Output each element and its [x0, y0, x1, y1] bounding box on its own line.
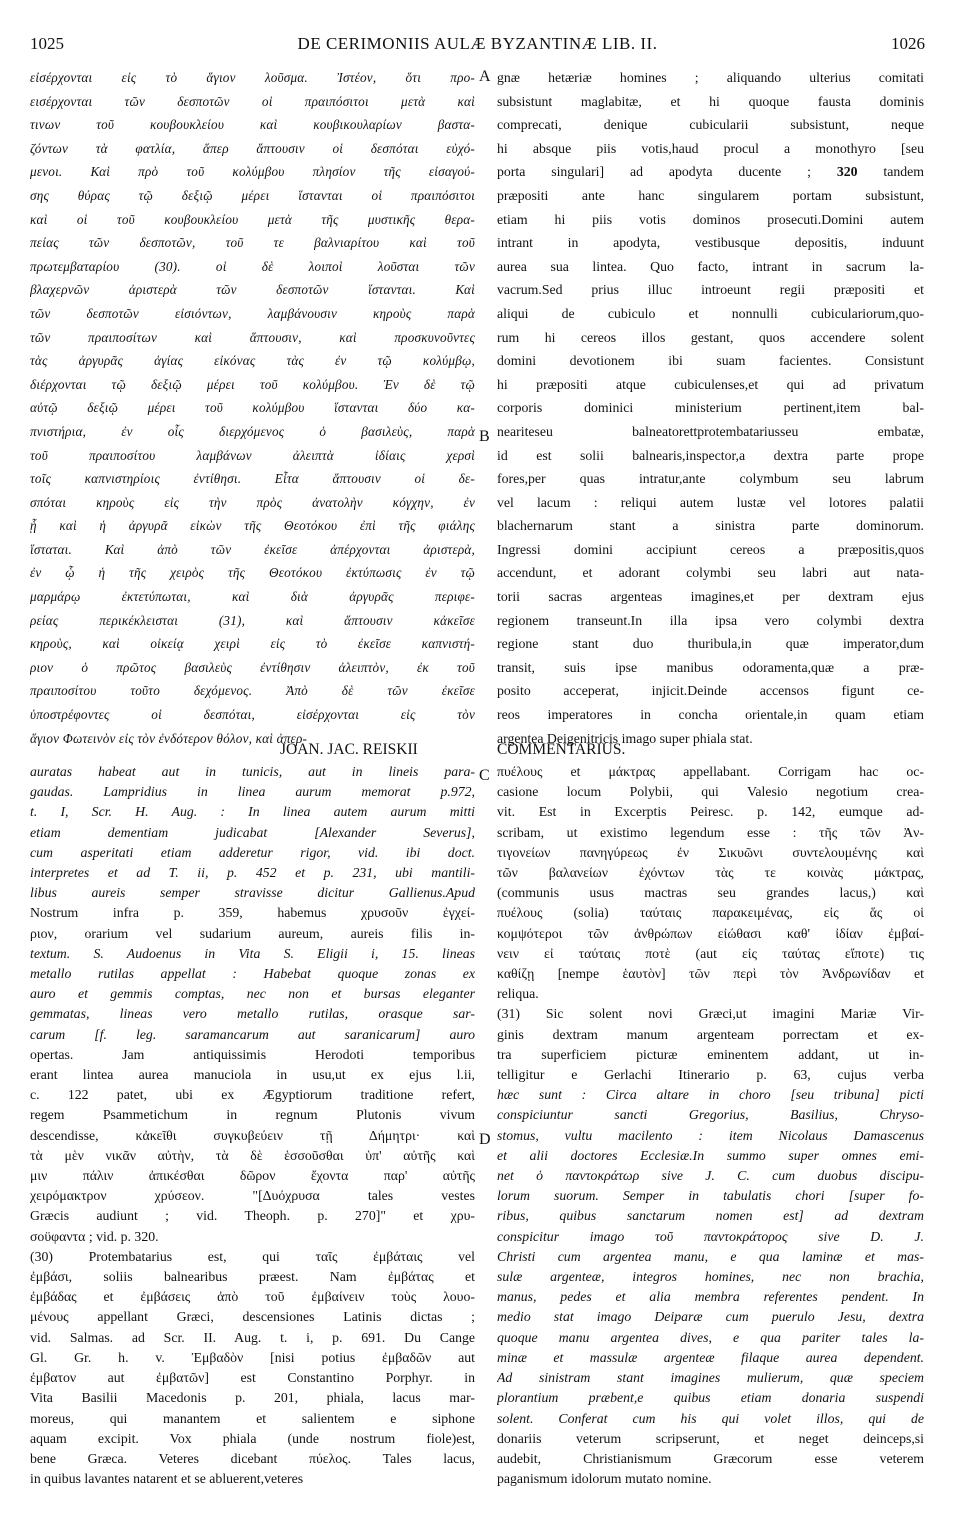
latin-text-line: intrant in apodyta, vestibusque depositis, induunt: [497, 235, 924, 251]
commentary-line: etiam dementiam judicabat [Alexander Severus],: [30, 824, 475, 840]
greek-text-line: πραιποσίτου τοῦτο δεχόμενος. Ἀπὸ δὲ τῶν ἐκεῖσε: [30, 683, 475, 699]
latin-text-line: transit, suis ipse manibus odoramenta,quæ a præ-: [497, 659, 924, 675]
commentary-line: bene Græca. Veteres dicebant πύελος. Tales lacus,: [30, 1450, 475, 1466]
latin-text-line: corporis dominici ministerium pertinent,item bal-: [497, 400, 924, 416]
latin-text-line: aurea sua lintea. Quo facto, intrant in sacrum la-: [497, 258, 924, 274]
commentary-line: gaudas. Lampridius in linea aurum memorat p.972,: [30, 784, 475, 800]
running-header: [30, 34, 925, 60]
commentary-heading: [270, 741, 925, 763]
commentary-line: Ad sinistram stant imagines mulierum, quæ speciem: [497, 1370, 924, 1386]
greek-text-line: καὶ οἱ τοῦ κουβουκλείου μετὰ τῆς μυστικῆς θερα-: [30, 211, 475, 227]
latin-text-line: præpositi ante hanc singularem portam subsistunt,: [497, 187, 924, 203]
commentary-line: cum asperitati etiam adderetur rigor, vid. ibi doct.: [30, 844, 475, 860]
commentary-line: audebit, Christianismum Græcorum esse veterem: [497, 1450, 924, 1466]
commentary-line: κομψότεροι τῶν ἀνθρώπων εἰώθασι καθ' ἰδίαν ἐμβαί-: [497, 925, 924, 941]
commentary-line: textum. S. Audoenus in Vita S. Eligii i, 15. lineas: [30, 945, 475, 961]
commentary-line: μιν πάλιν ἀπικέσθαι δῶρον ἔχοντα παρ' αὐτῆς: [30, 1168, 475, 1184]
commentary-line: καθίζῃ [nempe ἑαυτὸν] τῶν περὶ τὸν Ἀνδρωνίδαν et: [497, 966, 924, 982]
commentary-line: conspicitur imago τοῦ παντοκράτορος sive D. J.: [497, 1228, 924, 1244]
commentary-line: moreus, qui manantem et salientem e siphone: [30, 1410, 475, 1426]
greek-text-line: τινων τοῦ κουβουκλείου καὶ κουβικουλαρίων βαστα-: [30, 117, 475, 133]
margin-letter-b: B: [479, 428, 490, 445]
commentary-line: χειρόμακτρον χρύσεον. "[Δυόχρυσα tales vestes: [30, 1188, 475, 1204]
commentary-line: tra superficiem picturæ eminentem addant, ut in-: [497, 1046, 924, 1062]
latin-text-line: porta singulari] ad apodyta ducente ; 320 tandem: [497, 164, 924, 180]
commentary-notes-right: [497, 762, 924, 1489]
latin-text-line: subsistunt maglabitæ, et hi quoque fausta dominis: [497, 93, 924, 109]
commentary-line: πυέλους (solia) ταύταις παρακειμένας, εἰς ἅς οἱ: [497, 905, 924, 921]
commentary-line: libus aureis semper stravisse dicitur Gallienus.Apud: [30, 885, 475, 901]
commentary-line: minæ et massulæ argenteæ filaque aurea dependent.: [497, 1349, 924, 1365]
latin-text-line: gnæ hetæriæ homines ; aliquando ulterius comitati: [497, 70, 924, 85]
commentary-line: hæc sunt : Circa altare in choro [seu tribuna] picti: [497, 1087, 924, 1103]
commentary-line: medio stat imago Deiparæ cum puerulo Jesu, dextra: [497, 1309, 924, 1325]
greek-text-line: τῶν δεσποτῶν εἰσιόντων, λαμβάνουσιν κηροὺς παρὰ: [30, 305, 475, 321]
commentary-line: ριον, orarium vel sudarium aureum, aureis filis in-: [30, 925, 475, 941]
latin-text-line: hi absque piis votis,haud procul a monothyro [seu: [497, 140, 924, 156]
commentary-line: sulæ argenteæ, integros homines, nec non brachia,: [497, 1269, 924, 1285]
commentary-line: interpretes et ad T. ii, p. 452 et p. 231, ubi mantili-: [30, 865, 475, 881]
latin-text-line: argentea Deigenitricis imago super phiala stat.: [497, 730, 753, 746]
commentary-line: donariis veterum scripserunt, et neget deinceps,si: [497, 1430, 924, 1446]
greek-text-line: ἅγιον Φωτεινὸν εἰς τὸν ἐνδότερον θόλον, καὶ ἀπερ-: [30, 730, 308, 746]
commentary-line: quoque manu argentea dives, e qua pariter tales la-: [497, 1329, 924, 1345]
commentary-line: πυέλους et μάκτρας appellabant. Corrigam hac oc-: [497, 764, 924, 779]
greek-text-line: σπόται κηροὺς εἰς τὴν πρὸς ἀνατολὴν κόγχην, ἐν: [30, 494, 475, 510]
latin-text-line: hi præpositi atque cubiculenses,et qui ad privatum: [497, 376, 924, 392]
commentary-line: t. I, Scr. H. Aug. : In linea autem aurum mitti: [30, 804, 475, 820]
commentary-line: casione locum Polybii, qui Valesio negotium crea-: [497, 784, 924, 800]
latin-text-line: posito acceperat, injicit.Deinde accensos figunt ce-: [497, 683, 924, 699]
commentary-line: Gl. Gr. h. v. Ἐμβαδὸν [nisi potius ἐμβαδῶν aut: [30, 1349, 475, 1365]
latin-text-line: etiam hi piis votis dominos prosecuti.Domini autem: [497, 211, 924, 227]
margin-letter-a: A: [479, 68, 491, 85]
page-number-right: 1026: [891, 34, 925, 53]
greek-text-line: εἰσέρχονται εἰς τὸ ἅγιον λοῦσμα. Ἰστέον, ὅτι προ-: [30, 70, 475, 85]
commentary-line: ἐμβάδας et ἐμβάσεις ἀπὸ τοῦ ἐμβαίνειν τοὺς λουο-: [30, 1289, 475, 1305]
latin-translation-column: [497, 66, 924, 750]
commentary-line: ἐμβατον aut ἐμβατῶν] est Constantino Porphyr. in: [30, 1370, 475, 1386]
commentary-line: Græcis audiunt ; vid. Theoph. p. 270]" et χρυ-: [30, 1208, 475, 1224]
commentary-line: ginis dextram manum argenteam porrectam et ex-: [497, 1026, 924, 1042]
latin-text-line: vel lacum : reliqui autem lustæ vel lotores palatii: [497, 494, 924, 510]
latin-text-line: neariteseu balneatorettprotembatariusseu embatæ,: [497, 423, 924, 439]
commentary-line: σοϋφαντα ; vid. p. 320.: [30, 1228, 159, 1244]
commentary-heading-right: COMMENTARIUS.: [497, 741, 626, 758]
commentary-notes-left: [30, 762, 475, 1489]
commentary-line: τῶν βαλανείων ἐχόντων τὰς τε κοινὰς μάκτρας,: [497, 865, 924, 881]
greek-text-line: διέρχονται τῷ δεξιῷ μέρει τοῦ κολύμβου. Ἐν δὲ τῷ: [30, 376, 475, 392]
commentary-line: vid. Salmas. ad Scr. II. Aug. t. i, p. 691. Du Cange: [30, 1329, 475, 1345]
commentary-line: auratas habeat aut in tunicis, aut in lineis para-: [30, 764, 475, 779]
commentary-line: vit. Est in Excerptis Peiresc. p. 142, eumque ad-: [497, 804, 924, 820]
commentary-line: telligitur e Gerlachi Itinerario p. 63, cujus verba: [497, 1067, 924, 1083]
greek-text-line: ζόντων τὰ φατλία, ἅπερ ἅπτουσιν οἱ δεσπόται εὐχό-: [30, 140, 475, 156]
commentary-line: aquam excipit. Vox phiala (unde nostrum fiole)est,: [30, 1430, 475, 1446]
commentary-line: (31) Sic solent novi Græci,ut imagini Mariæ Vir-: [497, 1006, 924, 1022]
commentary-line: Christi cum argentea manu, e qua laminæ et mas-: [497, 1248, 924, 1264]
commentary-line: lorum suorum. Semper in tabulatis chori [super fo-: [497, 1188, 924, 1204]
commentary-line: plorantium præbent,e quibus etiam donaria suspendi: [497, 1390, 924, 1406]
latin-text-line: domini devotionem ibi suam facientes. Consistunt: [497, 353, 924, 369]
greek-text-line: ριον ὁ πρῶτος βασιλεὺς ἐντίθησιν ἀλειπτὸν, ἐκ τοῦ: [30, 659, 475, 675]
commentary-line: erant lintea aurea manuciola in usu,ut ex ejus l.ii,: [30, 1067, 475, 1083]
commentary-line: conspiciuntur sancti Gregorius, Basilius, Chryso-: [497, 1107, 924, 1123]
greek-text-line: τῶν πραιποσίτων καὶ ἅπτουσιν, καὶ προσκυνοῦντες: [30, 329, 475, 345]
commentary-line: carum [f. leg. saramancarum aut saranicarum] auro: [30, 1026, 475, 1042]
commentary-line: τὰ μὲν νικᾶν αὐτὴν, τὰ δὲ ἑσσοῦσθαι ὑπ' αὐτῆς καὶ: [30, 1147, 475, 1163]
latin-text-line: reos imperatores in concha orientale,in quam etiam: [497, 707, 924, 723]
commentary-line: descendisse, κἀκεῖθι συγκυβεύειν τῇ Δήμητρι· καὶ: [30, 1127, 475, 1143]
commentary-heading-left: JOAN. JAC. REISKII: [280, 741, 418, 758]
running-title: DE CERIMONIIS AULÆ BYZANTINÆ LIB. II.: [297, 34, 658, 53]
latin-text-line: blachernarum stant a sinistra parte dominorum.: [497, 518, 924, 534]
greek-text-line: κηροὺς, καὶ οἰκείᾳ χειρὶ εἰς τὸ ἐκεῖσε καπνιστή-: [30, 636, 475, 652]
latin-text-line: accendunt, et adorant colymbi seu labri aut nata-: [497, 565, 924, 581]
commentary-line: Vita Basilii Macedonis p. 201, phiala, lacus mar-: [30, 1390, 475, 1406]
commentary-line: opertas. Jam antiquissimis Herodoti temporibus: [30, 1046, 475, 1062]
greek-text-line: αὐτῷ δεξιῷ μέρει τοῦ κολύμβου ἵστανται δύο κα-: [30, 400, 475, 416]
commentary-line: solent. Conferat cum his qui volet illos, qui de: [497, 1410, 924, 1426]
commentary-line: ribus, quibus sanctarum nomen est] ad dextram: [497, 1208, 924, 1224]
greek-text-line: ὑποστρέφοντες οἱ δεσπόται, εἰσέρχονται εἰς τὸν: [30, 707, 475, 723]
greek-text-line: τοῖς καπνιστηρίοις ἐντίθησι. Εἶτα ἅπτουσιν οἱ δε-: [30, 471, 475, 487]
commentary-line: regem Psammetichum in regnum Plutonis vivum: [30, 1107, 475, 1123]
commentary-line: gemmatas, lineas vero metallo rutilas, orasque sar-: [30, 1006, 475, 1022]
commentary-line: τιγονείων πανηγύρεως ἐν Σικυῶνι συντελουμένης καὶ: [497, 844, 924, 860]
latin-text-line: regionem transeunt.In illa ipsa vero colymbi dextra: [497, 612, 924, 628]
latin-text-line: id est solii balnearis,inspector,a dextra parte prope: [497, 447, 924, 463]
commentary-line: in quibus lavantes natarent et se abluerent,veteres: [30, 1471, 304, 1487]
latin-text-line: aliqui de cubiculo et nonnulli cubiculariorum,quo-: [497, 305, 924, 321]
greek-text-line: ᾗ καὶ ἡ ἀργυρᾶ εἰκὼν τῆς Θεοτόκου ἐπὶ τῆς φιάλης: [30, 518, 475, 534]
latin-text-line: rum hi cereos illos gestant, quos accendere solent: [497, 329, 924, 345]
latin-text-line: torii sacras argenteas imagines,et per dextram ejus: [497, 589, 924, 605]
latin-text-line: vacrum.Sed prius illuc introeunt regii præpositi et: [497, 282, 924, 298]
greek-text-line: εισέρχονται τῶν δεσποτῶν οἱ πραιπόσιτοι μετὰ καὶ: [30, 93, 475, 109]
commentary-line: reliqua.: [497, 986, 539, 1002]
greek-text-line: ἐν ᾧ ἡ τῆς χειρὸς τῆς Θεοτόκου ἐκτύπωσις ἐν τῷ: [30, 565, 475, 581]
commentary-line: net ὁ παντοκράτωρ sive J. C. cum duobus discipu-: [497, 1168, 924, 1184]
commentary-line: c. 122 patet, ubi ex Ægyptiorum traditione refert,: [30, 1087, 475, 1103]
greek-text-line: πείας τῶν δεσποτῶν, τοῦ τε βαλνιαρίτου καὶ τοῦ: [30, 235, 475, 251]
greek-text-line: βλαχερνῶν ἀριστερὰ τῶν δεσποτῶν ἵστανται. Καὶ: [30, 282, 475, 298]
greek-text-line: σης θύρας τῷ δεξιῷ μέρει ἵστανται οἱ πραιπόσιτοι: [30, 187, 475, 203]
latin-text-line: comprecati, denique cubicularii subsistunt, neque: [497, 117, 924, 133]
commentary-line: Nostrum infra p. 359, habemus χρυσοῦν ἐγχεί-: [30, 905, 475, 921]
commentary-line: μένους appellant Græci, descensiones Latinis dictas ;: [30, 1309, 475, 1325]
page-number-left: 1025: [30, 34, 64, 53]
latin-text-line: fores,per quas intratur,ante colymbum seu labrum: [497, 471, 924, 487]
margin-letter-c: C: [479, 767, 490, 784]
greek-text-column: [30, 66, 475, 750]
latin-text-line: Ingressi domini accipiunt cereos a præpositis,quos: [497, 541, 924, 557]
greek-text-line: τοῦ πραιποσίτου λαμβάνων ἀλειπτὰ ἰδίαις χερσὶ: [30, 447, 475, 463]
commentary-line: metallo rutilas appellat : Habebat quoque zonas ex: [30, 966, 475, 982]
greek-text-line: τὰς ἀργυρᾶς ἁγίας εἰκόνας τὰς ἐν τῷ κολύμβῳ,: [30, 353, 475, 369]
commentary-line: ἐμβάσι, soliis balnearibus præest. Nam ἐμβάτας et: [30, 1269, 475, 1285]
greek-text-line: μαρμάρῳ ἐκτετύπωται, καὶ διὰ ἀργυρᾶς περιφε-: [30, 589, 475, 605]
commentary-line: manus, pedes et alia membra referentes pendent. In: [497, 1289, 924, 1305]
commentary-line: paganismum idolorum mutato nomine.: [497, 1471, 712, 1487]
margin-letter-d: D: [479, 1131, 491, 1148]
commentary-line: stomus, vultu macilento : item Nicolaus Damascenus: [497, 1127, 924, 1143]
greek-text-line: πρωτεμβαταρίου (30). οἱ δὲ λοιποὶ λοῦσται τῶν: [30, 258, 475, 274]
latin-text-line: regione stant duo thuribula,in quæ imperator,dum: [497, 636, 924, 652]
commentary-line: νειν εἰ ταύταις ποτὲ (aut εἰς ταύτας εἴποτε) τις: [497, 945, 924, 961]
greek-text-line: ἵσταται. Καὶ ἀπὸ τῶν ἐκεῖσε ἀπέρχονται ἀριστερὰ,: [30, 541, 475, 557]
commentary-line: scribam, ut existimo legendum esse : τῆς τῶν Ἀν-: [497, 824, 924, 840]
commentary-line: auro et gemmis comptas, nec non et bursas eleganter: [30, 986, 475, 1002]
commentary-line: (communis usus mactras seu grandes lacus,) καὶ: [497, 885, 924, 901]
commentary-line: (30) Protembatarius est, qui ταῖς ἐμβάταις vel: [30, 1248, 475, 1264]
greek-text-line: πνιστήρια, ἐν οἷς διερχόμενος ὁ βασιλεὺς, παρὰ: [30, 423, 475, 439]
greek-text-line: ρείας περικέκλεισται (31), καὶ ἅπτουσιν κἀκεῖσε: [30, 612, 475, 628]
commentary-line: et alii doctores Ecclesiæ.In summo super omnes emi-: [497, 1147, 924, 1163]
greek-text-line: μενοι. Καὶ πρὸ τοῦ κολύμβου πλησίον τῆς εἰσαγού-: [30, 164, 475, 180]
